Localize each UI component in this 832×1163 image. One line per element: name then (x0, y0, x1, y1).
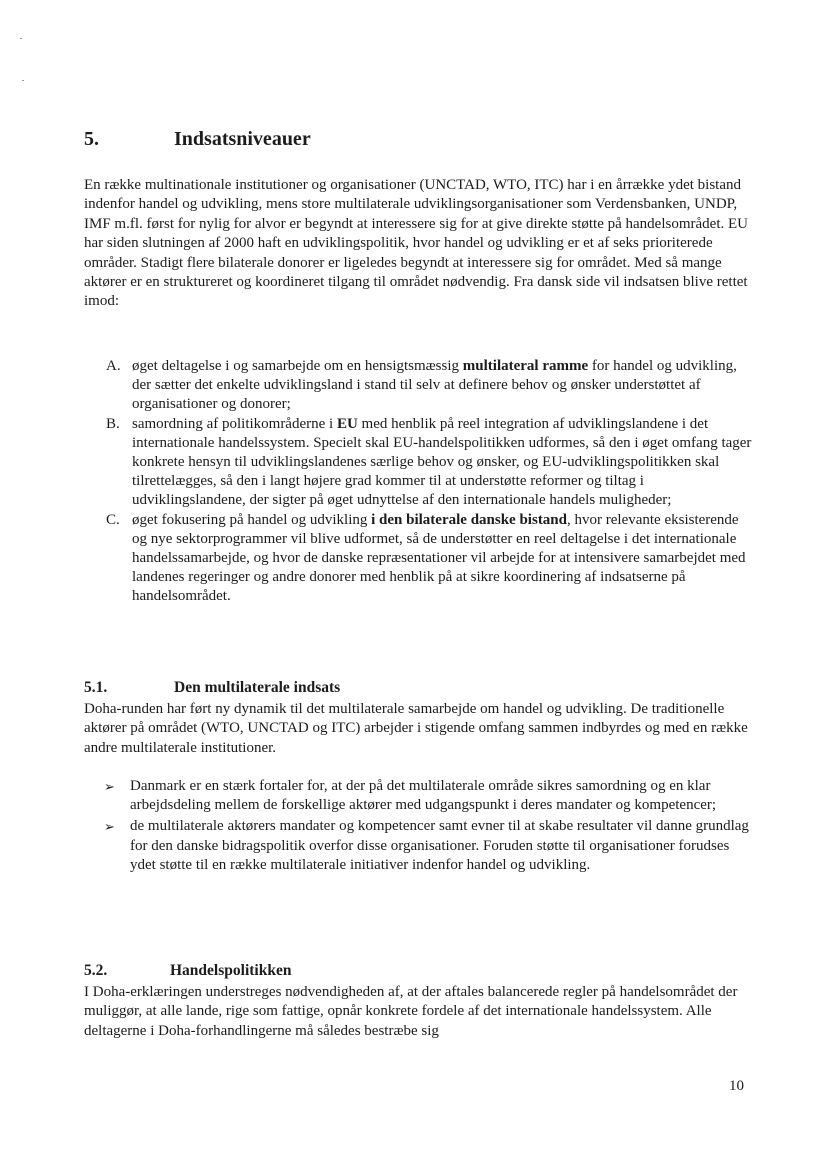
priority-item-c: C. øget fokusering på handel og udvikling i den bilaterale danske bistand, hvor relevante eksisterende og nye sektorprogrammer vil blive udformet, så de understøtter en reel deltagelse i det internationale handelssamarbejde, og hvor de danske repræsentationer vil arbejde for at intensivere samarbejdet med landenes regeringer og andre donorer med henblik på at sikre koordinering af indsatserne på handelsområdet. (106, 511, 746, 605)
section-heading (84, 128, 311, 151)
subsection-intro-paragraph: Doha-runden har ført ny dynamik til det multilaterale samarbejde om handel og udvikling. De traditionelle aktører på området (WTO, UNCTAD og ITC) arbejder i stigende omfang sammen indbyrdes og med en række andre multilaterale institutioner. (84, 701, 748, 756)
arrow-bullet-icon: ➢ (104, 819, 115, 835)
subsection-number: 5.1. (84, 679, 108, 696)
priority-list (84, 357, 756, 607)
scan-speck (20, 38, 22, 39)
list-marker: A. (106, 358, 121, 374)
subsection-title: Handelspolitikken (170, 962, 292, 979)
priority-item-a: A. øget deltagelse i og samarbejde om en hensigtsmæssig multilateral ramme for handel og udvikling, der sætter det enkelte udviklingsland i stand til selv at definere behov og ønsker understøttet af organisationer og donorer; (106, 358, 737, 413)
bullet-item: ➢ Danmark er en stærk fortaler for, at der på det multilaterale område sikres samordning og en klar arbejdsdeling mellem de forskellige aktører med udgangspunkt i deres mandater og kompetencer; (104, 778, 717, 814)
emphasis: EU (336, 415, 358, 432)
section-intro-paragraph: En række multinationale institutioner og organisationer (UNCTAD, WTO, ITC) har i en årrække ydet bistand indenfor handel og udvikling, mens store multilaterale udviklingsorganisationer som Verdensbanken, UNDP, IMF m.fl. først for nylig for alvor er begyndt at interessere sig for at give direkte støtte på handelsområdet. EU har siden slutningen af 2000 haft en udviklingspolitik, hvor handel og udvikling er et af seks prioriterede områder. Stadigt flere bilaterale donorer er ligeledes begyndt at interessere sig for området. Med så mange aktører er en struktureret og koordineret tilgang til området nødvendig. Fra dansk side vil indsatsen blive rettet imod: (84, 177, 748, 310)
subsection-heading-5-1 (84, 678, 340, 697)
page-number: 10 (729, 1078, 744, 1094)
subsection-number: 5.2. (84, 962, 108, 979)
emphasis: multilateral ramme (462, 358, 589, 374)
multilateral-bullet-list (84, 777, 756, 875)
scan-speck (22, 80, 24, 81)
priority-item-b: B. samordning af politikområderne i EU med henblik på reel integration af udviklingslandene i det internationale handelssystem. Specielt skal EU-handelspolitikken udformes, så den i øget omfang tager konkrete hensyn til udviklingslandenes særlige behov og ønsker, og EU-udviklingspolitikken skal tilrettelægges, så den i langt højere grad kommer til at understøtte reformer og tiltag i udviklingslandene, der sigter på øget udnyttelse af den internationale handels muligheder; (106, 415, 752, 509)
list-marker: C. (106, 511, 120, 528)
list-marker: B. (106, 415, 120, 432)
subsection-title: Den multilaterale indsats (174, 679, 341, 696)
bullet-item: ➢ de multilaterale aktørers mandater og kompetencer samt evner til at skabe resultater vil danne grundlag for den danske bidragspolitik overfor disse organisationer. Foruden støtte til organisationer forudses ydet støtte til en række multilaterale initiativer indenfor handel og udvikling. (104, 818, 749, 873)
subsection-heading-5-2 (84, 961, 291, 980)
subsection-intro-paragraph: I Doha-erklæringen understreges nødvendigheden af, at der aftales balancerede regler på handelsområdet der muliggør, at alle lande, rige som fattige, opnår konkrete fordele af det internationale handelssystem. Alle deltagerne i Doha-forhandlingerne må således bestræbe sig (84, 984, 738, 1039)
arrow-bullet-icon: ➢ (104, 779, 115, 794)
section-number: 5. (84, 128, 99, 150)
section-title: Indsatsniveauer (174, 128, 311, 150)
emphasis: i den bilaterale danske bistand (371, 511, 567, 528)
